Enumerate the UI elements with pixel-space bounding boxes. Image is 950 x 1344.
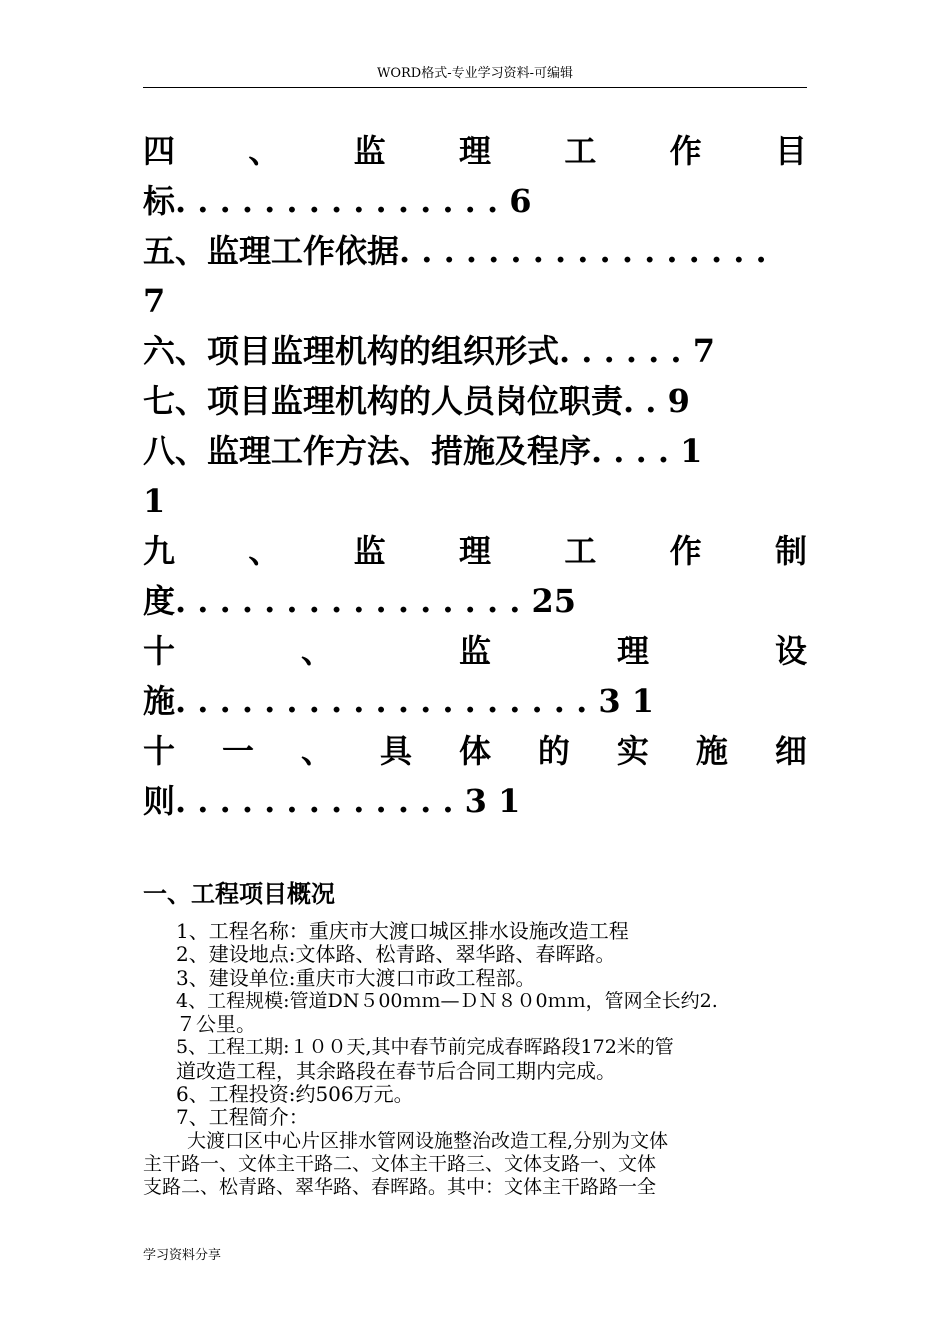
- toc-entry-11: [143, 726, 807, 776]
- toc-char: 工: [564, 532, 597, 570]
- toc-char: 九: [143, 532, 176, 570]
- paragraph-line: 支路二、松青路、翠华路、春晖路。其中：文体主干路路一全: [143, 1176, 657, 1199]
- toc-char: 作: [669, 132, 702, 170]
- toc-char: 、: [248, 132, 281, 170]
- toc-char: 目: [774, 132, 807, 170]
- toc-entry-7: 七、项目监理机构的人员岗位职责. . 9: [143, 382, 690, 420]
- toc-entry-8-continuation: 1: [143, 482, 166, 520]
- toc-char: 、: [300, 632, 333, 670]
- toc-char: 作: [669, 532, 702, 570]
- page-header: [143, 0, 807, 88]
- section-heading: 一、工程项目概况: [143, 879, 335, 908]
- toc-entry-4-continuation: 标. . . . . . . . . . . . . . . 6: [143, 182, 532, 220]
- toc-char: 理: [616, 632, 649, 670]
- toc-char: 一: [221, 732, 254, 770]
- toc-entry-11-continuation: 则. . . . . . . . . . . . . 3 1: [143, 782, 521, 820]
- list-item: 3、建设单位:重庆市大渡口市政工程部。: [176, 966, 536, 990]
- paragraph-line: 大渡口区中心片区排水管网设施整治改造工程,分别为文体: [187, 1129, 669, 1152]
- toc-char: 理: [458, 132, 491, 170]
- toc-char: 细: [774, 732, 807, 770]
- toc-entry-10: [143, 626, 807, 676]
- list-item: 7、工程简介：: [176, 1106, 309, 1130]
- toc-char: 、: [248, 532, 281, 570]
- toc-char: 制: [774, 532, 807, 570]
- toc-char: 十: [143, 632, 176, 670]
- toc-entry-9-continuation: 度. . . . . . . . . . . . . . . . 25: [143, 582, 577, 620]
- toc-entry-9: [143, 526, 807, 576]
- toc-entry-10-continuation: 施. . . . . . . . . . . . . . . . . . . 3 1: [143, 682, 655, 720]
- toc-char: 监: [353, 132, 386, 170]
- toc-entry-8: 八、监理工作方法、措施及程序. . . . 1: [143, 432, 703, 470]
- list-item: 6、工程投资:约506万元。: [176, 1083, 414, 1107]
- toc-char: 设: [774, 632, 807, 670]
- toc-char: 体: [458, 732, 491, 770]
- toc-char: 施: [695, 732, 728, 770]
- toc-char: 的: [537, 732, 570, 770]
- toc-entry-4: [143, 126, 807, 176]
- toc-entry-6: 六、项目监理机构的组织形式. . . . . . 7: [143, 332, 715, 370]
- toc-entry-5-continuation: 7: [143, 282, 166, 320]
- toc-char: 、: [300, 732, 333, 770]
- page-header-text: WORD格式-专业学习资料-可编辑: [376, 66, 574, 81]
- toc-entry-5: 五、监理工作依据. . . . . . . . . . . . . . . . .: [143, 232, 767, 270]
- toc-char: 具: [379, 732, 412, 770]
- toc-char: 理: [458, 532, 491, 570]
- page-footer: 学习资料分享: [143, 1248, 222, 1263]
- list-item: 2、建设地点:文体路、松青路、翠华路、春晖路。: [176, 943, 616, 967]
- toc-char: 监: [458, 632, 491, 670]
- table-of-contents: [143, 126, 807, 826]
- list-item-continuation: ７公里。: [176, 1013, 256, 1037]
- toc-char: 监: [353, 532, 386, 570]
- toc-char: 实: [616, 732, 649, 770]
- toc-char: 十: [143, 732, 176, 770]
- toc-char: 工: [564, 132, 597, 170]
- list-item-continuation: 道改造工程，其余路段在春节后合同工期内完成。: [176, 1059, 616, 1083]
- toc-char: 四: [143, 132, 176, 170]
- project-overview-body: [143, 920, 807, 1200]
- paragraph-line: 主干路一、文体主干路二、文体主干路三、文体支路一、文体: [143, 1152, 657, 1175]
- list-item: 1、工程名称：重庆市大渡口城区排水设施改造工程: [176, 920, 629, 943]
- list-item: 5、工程工期:１００天,其中春节前完成春晖路段172米的管: [176, 1036, 674, 1059]
- list-item: 4、工程规模:管道DN５00ｍｍ—ＤＮ８０0ｍｍ，管网全长约2.: [176, 989, 718, 1012]
